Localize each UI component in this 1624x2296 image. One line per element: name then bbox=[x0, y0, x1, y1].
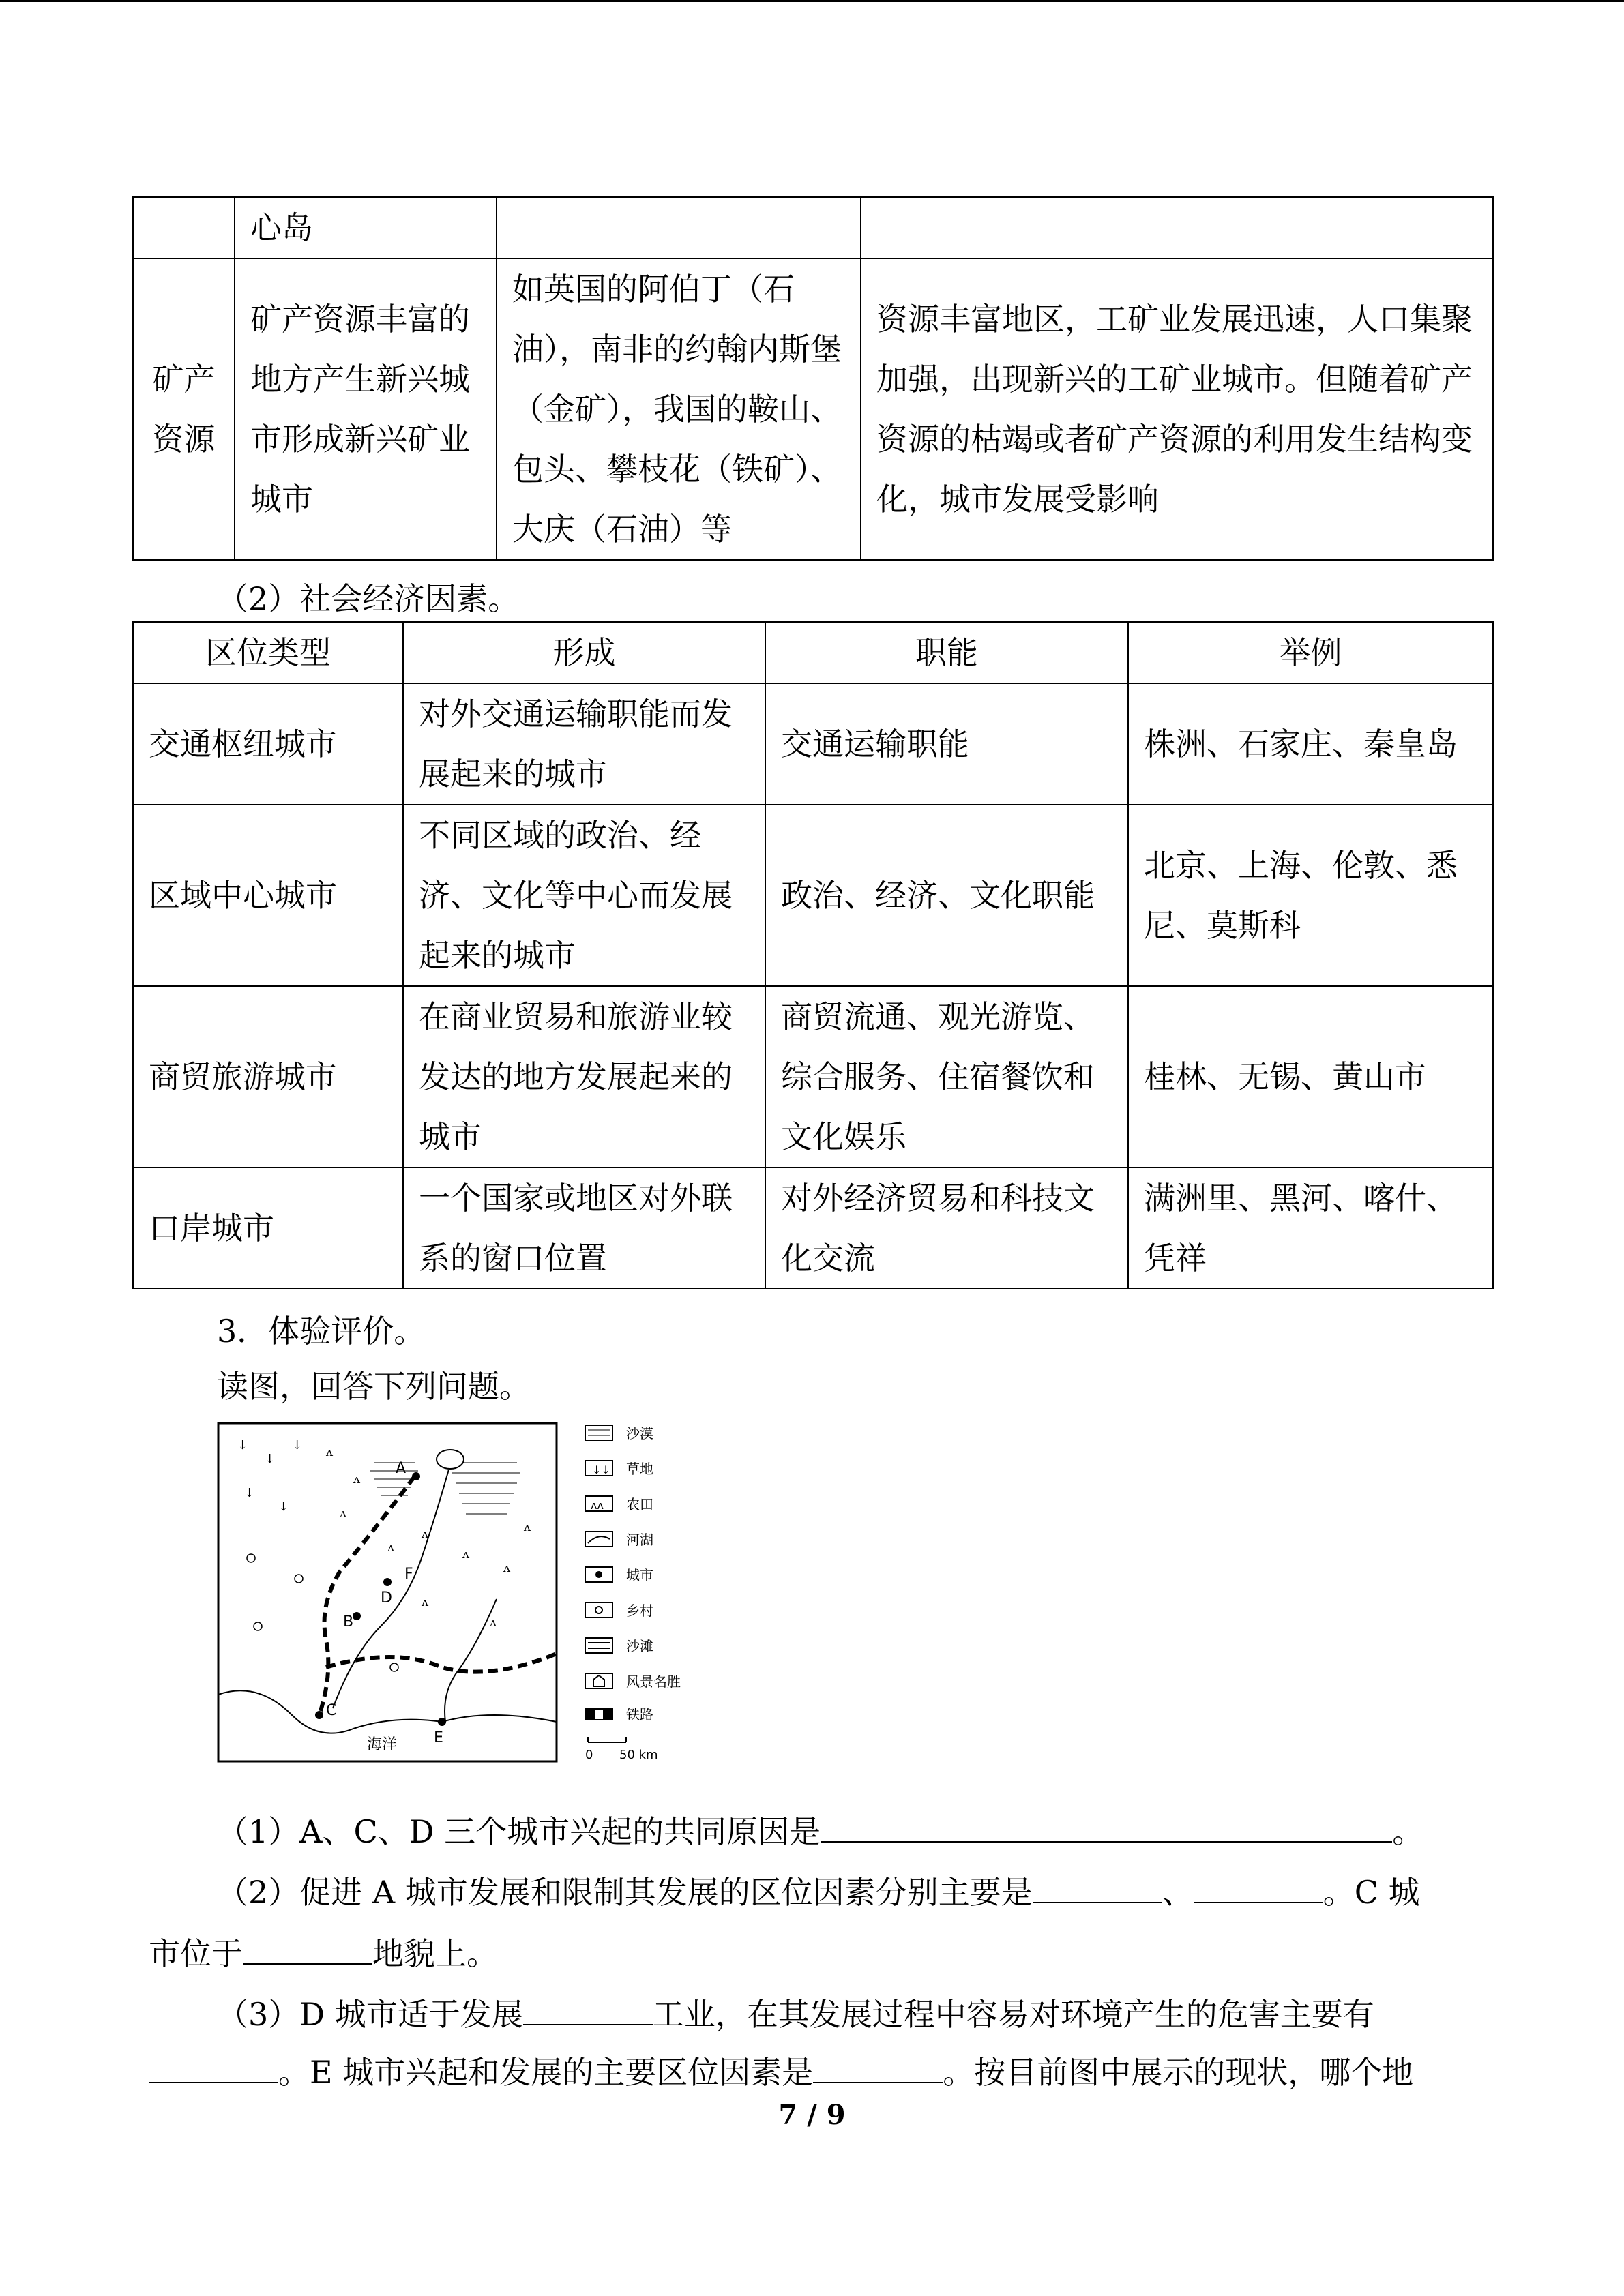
svg-text:↓: ↓ bbox=[265, 1452, 276, 1466]
read-prompt: 读图，回答下列问题。 bbox=[217, 1368, 531, 1405]
svg-text:铁路: 铁路 bbox=[626, 1706, 653, 1723]
section-title: （2）社会经济因素。 bbox=[217, 580, 520, 617]
table-cell: 心岛 bbox=[235, 197, 497, 258]
lake bbox=[437, 1450, 464, 1469]
svg-text:ᴧ: ᴧ bbox=[387, 1540, 395, 1555]
svg-text:0: 0 bbox=[585, 1748, 593, 1762]
map-legend bbox=[585, 1422, 722, 1763]
svg-text:农田: 农田 bbox=[626, 1496, 653, 1512]
table-cell: 区域中心城市 bbox=[133, 805, 403, 986]
table-cell: 口岸城市 bbox=[133, 1167, 403, 1289]
question-3: （3）D 城市适于发展 工业，在其发展过程中容易对环境产生的危害主要有 bbox=[217, 1993, 1374, 2035]
column-header: 形成 bbox=[403, 622, 765, 683]
table-cell bbox=[497, 197, 861, 258]
geography-map bbox=[217, 1422, 558, 1763]
scale-bar bbox=[585, 1737, 658, 1762]
map-label-f: F bbox=[404, 1566, 413, 1583]
table-header-row bbox=[133, 622, 1493, 683]
table-cell: 商贸流通、观光游览、综合服务、住宿餐饮和文化娱乐 bbox=[765, 986, 1128, 1167]
svg-text:↓↓: ↓↓ bbox=[592, 1463, 610, 1476]
svg-text:↓: ↓ bbox=[244, 1486, 255, 1500]
map-label-c: C bbox=[326, 1702, 337, 1719]
socioeconomic-factors-table bbox=[132, 621, 1494, 1289]
table-cell: 资源丰富地区，工矿业发展迅速，人口集聚加强，出现新兴的工矿业城市。但随着矿产资源的枯竭或者矿产资源的利用发生结构变化，城市发展受影响 bbox=[861, 258, 1493, 560]
top-border bbox=[0, 0, 1624, 2]
svg-text:ᴧ: ᴧ bbox=[422, 1527, 429, 1541]
table-row bbox=[133, 258, 1493, 560]
svg-text:50 km: 50 km bbox=[619, 1748, 658, 1762]
section-title: 3．体验评价。 bbox=[217, 1313, 426, 1350]
answer-blank[interactable] bbox=[149, 2051, 278, 2083]
svg-text:ᴧ: ᴧ bbox=[340, 1506, 347, 1521]
table-cell bbox=[861, 197, 1493, 258]
column-header: 区位类型 bbox=[133, 622, 403, 683]
table-cell: 北京、上海、伦敦、悉尼、莫斯科 bbox=[1128, 805, 1493, 986]
table-cell: 桂林、无锡、黄山市 bbox=[1128, 986, 1493, 1167]
natural-factors-table bbox=[132, 196, 1494, 561]
svg-text:城市: 城市 bbox=[626, 1567, 653, 1583]
table-cell: 商贸旅游城市 bbox=[133, 986, 403, 1167]
page-number: 7 / 9 bbox=[778, 2099, 846, 2131]
map-label-d: D bbox=[381, 1590, 392, 1607]
table-row bbox=[133, 986, 1493, 1167]
table-cell: 矿产资源丰富的地方产生新兴城市形成新兴矿业城市 bbox=[235, 258, 497, 560]
question-1: （1）A、C、D 三个城市兴起的共同原因是 。 bbox=[217, 1810, 1423, 1852]
svg-text:↓: ↓ bbox=[237, 1438, 248, 1452]
svg-text:风景名胜: 风景名胜 bbox=[626, 1673, 681, 1690]
svg-text:沙滩: 沙滩 bbox=[626, 1638, 653, 1654]
question-3-cont: 。E 城市兴起和发展的主要区位因素是 。按目前图中展示的现状，哪个地 bbox=[149, 2051, 1413, 2093]
question-2: （2）促进 A 城市发展和限制其发展的区位因素分别主要是 、 。C 城 bbox=[217, 1870, 1420, 1913]
svg-text:草地: 草地 bbox=[626, 1461, 653, 1477]
table-cell: 满洲里、黑河、喀什、凭祥 bbox=[1128, 1167, 1493, 1289]
column-header: 职能 bbox=[765, 622, 1128, 683]
svg-text:ᴧ: ᴧ bbox=[422, 1595, 429, 1609]
svg-text:↓: ↓ bbox=[278, 1500, 289, 1514]
svg-text:ᴧ: ᴧ bbox=[503, 1561, 511, 1575]
table-cell: 矿产资源 bbox=[133, 258, 235, 560]
legend-city bbox=[585, 1567, 653, 1583]
answer-blank[interactable] bbox=[1194, 1870, 1323, 1903]
answer-blank[interactable] bbox=[813, 2051, 943, 2083]
column-header: 举例 bbox=[1128, 622, 1493, 683]
answer-blank[interactable] bbox=[523, 1993, 653, 2025]
table-row bbox=[133, 805, 1493, 986]
legend-desert bbox=[585, 1425, 653, 1442]
table-cell: 不同区域的政治、经济、文化等中心而发展起来的城市 bbox=[403, 805, 765, 986]
answer-blank[interactable] bbox=[243, 1932, 372, 1965]
table-cell: 交通运输职能 bbox=[765, 683, 1128, 805]
svg-text:河湖: 河湖 bbox=[626, 1532, 653, 1548]
svg-text:ᴧ: ᴧ bbox=[326, 1445, 334, 1459]
map-label-e: E bbox=[434, 1729, 443, 1746]
svg-text:↓: ↓ bbox=[292, 1438, 303, 1452]
question-2-cont: 市位于 地貌上。 bbox=[149, 1932, 498, 1974]
legend-grassland bbox=[585, 1461, 653, 1477]
table-cell: 如英国的阿伯丁（石油），南非的约翰内斯堡（金矿），我国的鞍山、包头、攀枝花（铁矿）、大庆（石油）等 bbox=[497, 258, 861, 560]
svg-text:沙漠: 沙漠 bbox=[626, 1425, 653, 1442]
legend-scenic-spot bbox=[585, 1673, 681, 1690]
svg-text:ᴧ: ᴧ bbox=[462, 1547, 470, 1562]
table-cell: 政治、经济、文化职能 bbox=[765, 805, 1128, 986]
answer-blank[interactable] bbox=[821, 1810, 1392, 1843]
table-cell: 交通枢纽城市 bbox=[133, 683, 403, 805]
legend-beach bbox=[585, 1638, 653, 1654]
map-label-ocean: 海洋 bbox=[367, 1736, 398, 1753]
map-label-b: B bbox=[343, 1613, 354, 1630]
table-row bbox=[133, 197, 1493, 258]
svg-text:ᴧ: ᴧ bbox=[524, 1520, 531, 1534]
table-cell: 一个国家或地区对外联系的窗口位置 bbox=[403, 1167, 765, 1289]
table-cell: 对外交通运输职能而发展起来的城市 bbox=[403, 683, 765, 805]
legend-village bbox=[585, 1602, 653, 1619]
svg-text:ᴧ: ᴧ bbox=[490, 1615, 497, 1630]
svg-text:ᴧᴧ: ᴧᴧ bbox=[591, 1499, 604, 1512]
answer-blank[interactable] bbox=[1033, 1870, 1162, 1903]
svg-text:乡村: 乡村 bbox=[626, 1602, 653, 1619]
table-cell: 在商业贸易和旅游业较发达的地方发展起来的城市 bbox=[403, 986, 765, 1167]
table-row bbox=[133, 1167, 1493, 1289]
table-cell bbox=[133, 197, 235, 258]
table-cell: 株洲、石家庄、秦皇岛 bbox=[1128, 683, 1493, 805]
table-cell: 对外经济贸易和科技文化交流 bbox=[765, 1167, 1128, 1289]
legend-farmland bbox=[585, 1496, 653, 1512]
legend-railway bbox=[585, 1706, 653, 1723]
table-row bbox=[133, 683, 1493, 805]
map-label-a: A bbox=[396, 1460, 407, 1477]
svg-text:ᴧ: ᴧ bbox=[353, 1472, 361, 1487]
legend-river-lake bbox=[585, 1532, 653, 1548]
